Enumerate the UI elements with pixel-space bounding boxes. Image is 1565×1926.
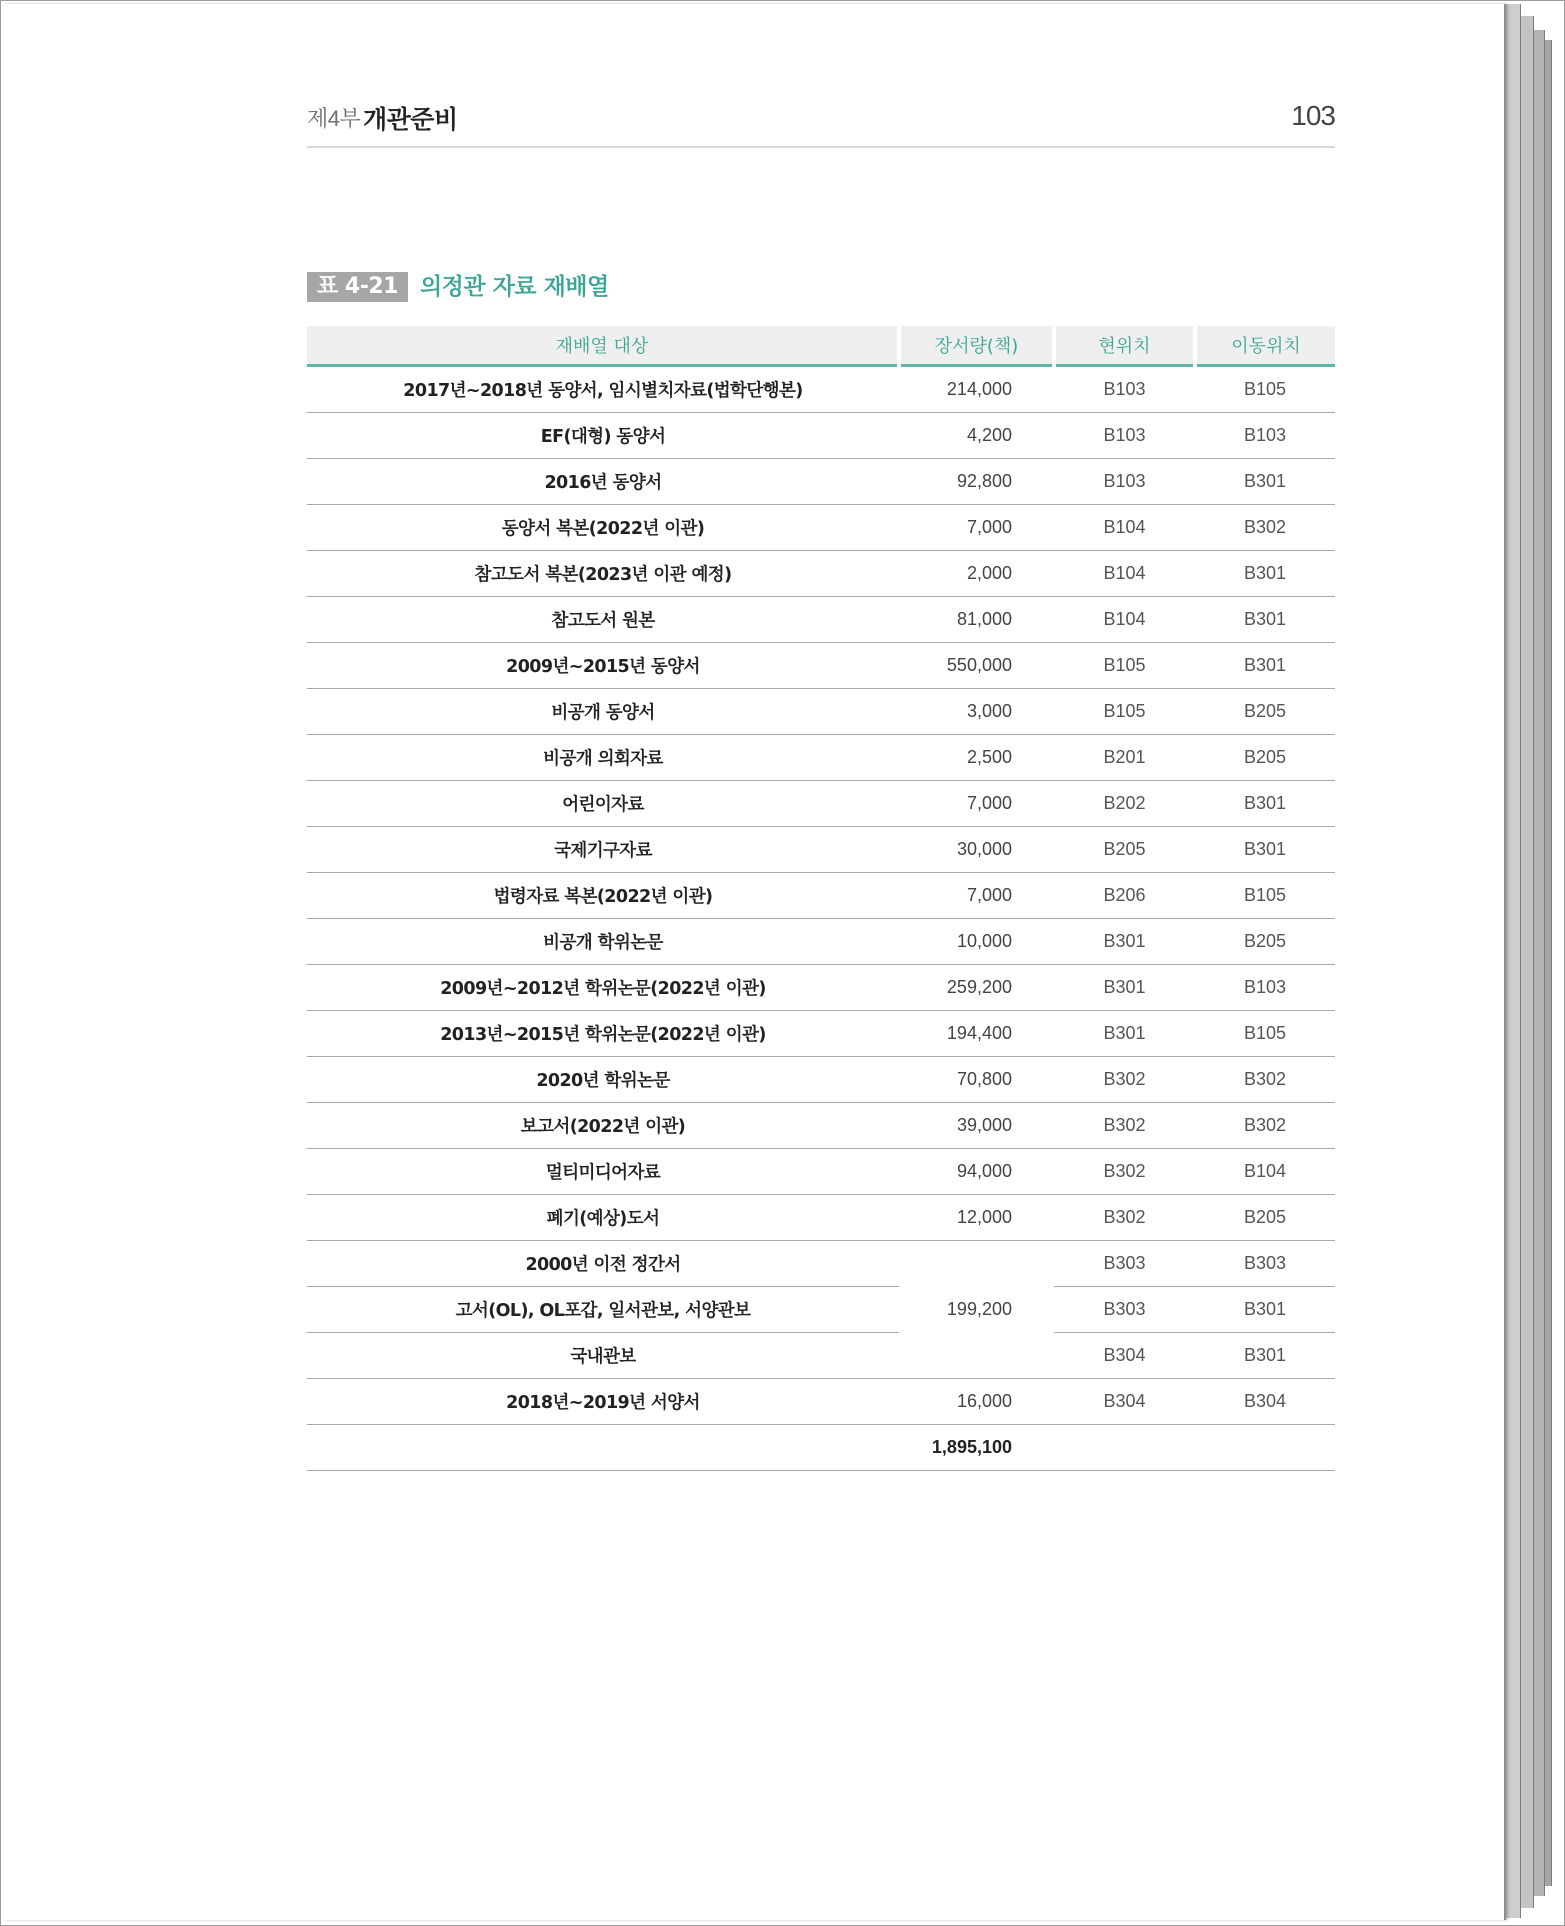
table-row <box>307 1195 1335 1241</box>
column-header-quantity: 장서량(책) <box>899 326 1054 366</box>
cell-destination: B301 <box>1195 551 1335 597</box>
page-edge <box>1521 16 1534 1908</box>
table-row <box>307 597 1335 643</box>
cell-target: 비공개 의회자료 <box>307 735 899 781</box>
cell-quantity: 16,000 <box>899 1379 1054 1425</box>
cell-destination: B205 <box>1195 689 1335 735</box>
cell-current-location: B304 <box>1054 1333 1195 1379</box>
cell-quantity: 7,000 <box>899 781 1054 827</box>
cell-destination: B301 <box>1195 643 1335 689</box>
cell-destination: B105 <box>1195 873 1335 919</box>
cell-target: 2013년~2015년 학위논문(2022년 이관) <box>307 1011 899 1057</box>
page-number: 103 <box>1291 100 1335 131</box>
cell-quantity: 39,000 <box>899 1103 1054 1149</box>
table-row <box>307 827 1335 873</box>
cell-target: 2009년~2012년 학위논문(2022년 이관) <box>307 965 899 1011</box>
cell-current-location: B302 <box>1054 1195 1195 1241</box>
cell-quantity: 81,000 <box>899 597 1054 643</box>
cell-current-location: B103 <box>1054 459 1195 505</box>
cell-quantity: 2,500 <box>899 735 1054 781</box>
table-title: 의정관 자료 재배열 <box>419 274 609 300</box>
cell-current-location: B303 <box>1054 1241 1195 1287</box>
cell-quantity: 3,000 <box>899 689 1054 735</box>
total-row <box>307 1425 1335 1471</box>
cell-quantity: 4,200 <box>899 413 1054 459</box>
cell-current-location: B304 <box>1054 1379 1195 1425</box>
cell-destination: B302 <box>1195 1103 1335 1149</box>
table-row <box>307 1379 1335 1425</box>
page-edge <box>1545 40 1552 1886</box>
cell-current-location: B105 <box>1054 643 1195 689</box>
cell-quantity: 194,400 <box>899 1011 1054 1057</box>
table-caption <box>307 272 609 302</box>
table-row <box>307 366 1335 413</box>
cell-quantity: 70,800 <box>899 1057 1054 1103</box>
cell-current-location: B202 <box>1054 781 1195 827</box>
cell-destination: B205 <box>1195 735 1335 781</box>
cell-target: 비공개 동양서 <box>307 689 899 735</box>
cell-target: 2009년~2015년 동양서 <box>307 643 899 689</box>
cell-empty <box>1195 1425 1335 1471</box>
section-title: 개관준비 <box>363 105 458 134</box>
table-row <box>307 643 1335 689</box>
cell-target: 참고도서 원본 <box>307 597 899 643</box>
column-header-target: 재배열 대상 <box>307 326 899 366</box>
table-row <box>307 965 1335 1011</box>
cell-current-location: B104 <box>1054 505 1195 551</box>
cell-current-location: B301 <box>1054 1011 1195 1057</box>
cell-destination: B301 <box>1195 781 1335 827</box>
cell-target: 2020년 학위논문 <box>307 1057 899 1103</box>
cell-quantity-merged: 199,200 <box>899 1241 1054 1379</box>
cell-quantity: 214,000 <box>899 366 1054 413</box>
part-label: 제4부 <box>307 106 361 131</box>
cell-destination: B105 <box>1195 1011 1335 1057</box>
cell-target: 고서(OL), OL포갑, 일서관보, 서양관보 <box>307 1287 899 1333</box>
cell-current-location: B302 <box>1054 1149 1195 1195</box>
cell-destination: B301 <box>1195 1333 1335 1379</box>
cell-quantity: 10,000 <box>899 919 1054 965</box>
cell-total-label-empty <box>307 1425 899 1471</box>
cell-current-location: B302 <box>1054 1057 1195 1103</box>
cell-current-location: B103 <box>1054 413 1195 459</box>
cell-destination: B103 <box>1195 413 1335 459</box>
cell-destination: B301 <box>1195 1287 1335 1333</box>
table-row <box>307 1333 1335 1379</box>
cell-target: 2000년 이전 정간서 <box>307 1241 899 1287</box>
cell-quantity: 550,000 <box>899 643 1054 689</box>
cell-target: 비공개 학위논문 <box>307 919 899 965</box>
table-row <box>307 919 1335 965</box>
cell-destination: B301 <box>1195 597 1335 643</box>
page-edge <box>1506 4 1521 1918</box>
cell-target: 국내관보 <box>307 1333 899 1379</box>
cell-target: 국제기구자료 <box>307 827 899 873</box>
table-row <box>307 735 1335 781</box>
cell-destination: B103 <box>1195 965 1335 1011</box>
table-row <box>307 1103 1335 1149</box>
table-row <box>307 1057 1335 1103</box>
table-header-row <box>307 326 1335 366</box>
cell-target: 법령자료 복본(2022년 이관) <box>307 873 899 919</box>
cell-quantity: 2,000 <box>899 551 1054 597</box>
table-row <box>307 1287 1335 1333</box>
cell-quantity: 12,000 <box>899 1195 1054 1241</box>
cell-current-location: B205 <box>1054 827 1195 873</box>
cell-current-location: B206 <box>1054 873 1195 919</box>
cell-quantity: 259,200 <box>899 965 1054 1011</box>
cell-destination: B302 <box>1195 505 1335 551</box>
cell-destination: B304 <box>1195 1379 1335 1425</box>
cell-target: 어린이자료 <box>307 781 899 827</box>
column-header-current-location: 현위치 <box>1054 326 1195 366</box>
cell-current-location: B103 <box>1054 366 1195 413</box>
table-row <box>307 551 1335 597</box>
cell-target: 동양서 복본(2022년 이관) <box>307 505 899 551</box>
cell-total-quantity: 1,895,100 <box>899 1425 1054 1471</box>
cell-target: 폐기(예상)도서 <box>307 1195 899 1241</box>
cell-destination: B205 <box>1195 919 1335 965</box>
page-edge <box>1534 30 1545 1896</box>
cell-target: 참고도서 복본(2023년 이관 예정) <box>307 551 899 597</box>
cell-quantity: 7,000 <box>899 505 1054 551</box>
relocation-table <box>307 326 1335 1471</box>
cell-current-location: B104 <box>1054 597 1195 643</box>
cell-target: 2017년~2018년 동양서, 임시별치자료(법학단행본) <box>307 366 899 413</box>
cell-destination: B301 <box>1195 827 1335 873</box>
column-header-destination: 이동위치 <box>1195 326 1335 366</box>
table-row <box>307 459 1335 505</box>
table-row <box>307 413 1335 459</box>
cell-current-location: B303 <box>1054 1287 1195 1333</box>
table-row <box>307 1011 1335 1057</box>
cell-destination: B303 <box>1195 1241 1335 1287</box>
cell-destination: B301 <box>1195 459 1335 505</box>
cell-quantity: 94,000 <box>899 1149 1054 1195</box>
cell-quantity: 7,000 <box>899 873 1054 919</box>
cell-quantity: 92,800 <box>899 459 1054 505</box>
table-row <box>307 1149 1335 1195</box>
table-row <box>307 689 1335 735</box>
running-header <box>307 100 1335 148</box>
table-row <box>307 505 1335 551</box>
table-number-tag: 표 4-21 <box>307 272 408 302</box>
cell-target: 2018년~2019년 서양서 <box>307 1379 899 1425</box>
cell-destination: B105 <box>1195 366 1335 413</box>
cell-target: 2016년 동양서 <box>307 459 899 505</box>
table-row <box>307 873 1335 919</box>
cell-target: 보고서(2022년 이관) <box>307 1103 899 1149</box>
cell-current-location: B302 <box>1054 1103 1195 1149</box>
table-row <box>307 781 1335 827</box>
cell-target: EF(대형) 동양서 <box>307 413 899 459</box>
cell-destination: B302 <box>1195 1057 1335 1103</box>
cell-current-location: B104 <box>1054 551 1195 597</box>
cell-destination: B205 <box>1195 1195 1335 1241</box>
cell-quantity: 30,000 <box>899 827 1054 873</box>
table-row <box>307 1241 1335 1287</box>
cell-current-location: B105 <box>1054 689 1195 735</box>
cell-target: 멀티미디어자료 <box>307 1149 899 1195</box>
cell-empty <box>1054 1425 1195 1471</box>
cell-current-location: B201 <box>1054 735 1195 781</box>
table-body <box>307 366 1335 1471</box>
cell-destination: B104 <box>1195 1149 1335 1195</box>
cell-current-location: B301 <box>1054 919 1195 965</box>
cell-current-location: B301 <box>1054 965 1195 1011</box>
